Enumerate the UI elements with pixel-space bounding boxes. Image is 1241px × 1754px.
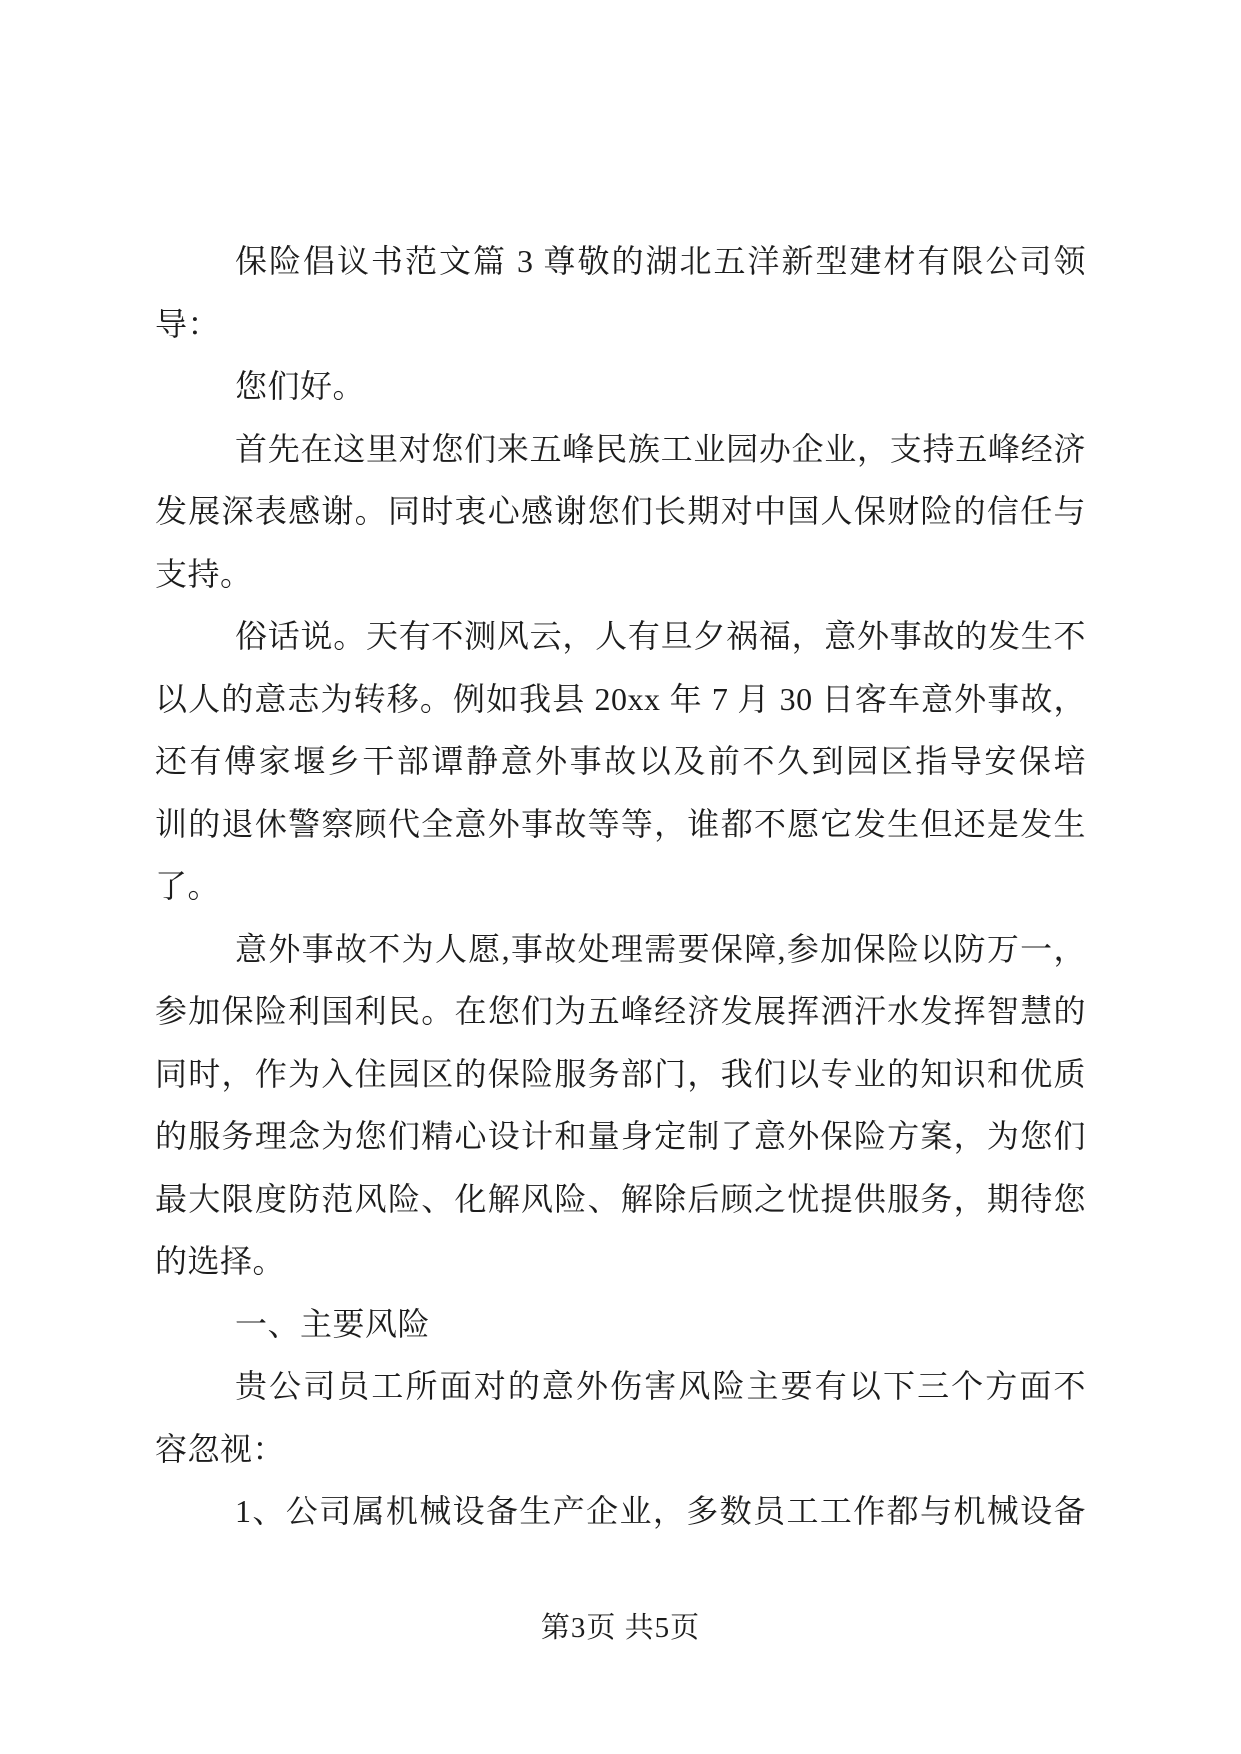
page-footer [0,1606,1241,1650]
text-line: 的服务理念为您们精心设计和量身定制了意外保险方案，为您们 [155,1118,1086,1154]
document-body [155,230,1086,1543]
text-line: 您们好。 [235,368,366,404]
text-line: 贵公司员工所面对的意外伤害风险主要有以下三个方面不 [235,1368,1086,1404]
text-line: 了。 [155,868,221,904]
text-line: 保险倡议书范文篇 3 尊敬的湖北五洋新型建材有限公司领 [235,243,1086,279]
text-line: 训的退休警察顾代全意外事故等等，谁都不愿它发生但还是发生 [155,805,1086,842]
text-line: 1、公司属机械设备生产企业，多数员工工作都与机械设备 [235,1493,1086,1529]
text-line: 首先在这里对您们来五峰民族工业园办企业，支持五峰经济 [235,430,1086,467]
text-line: 一、主要风险 [235,1305,431,1342]
text-line: 发展深表感谢。同时衷心感谢您们长期对中国人保财险的信任与 [155,493,1086,529]
text-line: 意外事故不为人愿,事故处理需要保障,参加保险以防万一， [235,930,1086,967]
text-line: 参加保险利国利民。在您们为五峰经济发展挥洒汗水发挥智慧的 [155,993,1086,1029]
text-line: 俗话说。天有不测风云，人有旦夕祸福，意外事故的发生不 [235,618,1086,654]
text-line: 导： [155,305,221,342]
text-line: 容忽视： [155,1430,286,1467]
text-line: 以人的意志为转移。例如我县 20xx 年 7 月 30 日客车意外事故， [155,680,1086,717]
text-line: 最大限度防范风险、化解风险、解除后顾之忧提供服务，期待您 [155,1180,1086,1217]
text-line: 的选择。 [155,1243,286,1279]
text-line: 还有傅家堰乡干部谭静意外事故以及前不久到园区指导安保培 [155,743,1086,779]
text-line: 同时，作为入住园区的保险服务部门，我们以专业的知识和优质 [155,1055,1086,1092]
text-line: 支持。 [155,555,253,592]
page-number-label: 第3页 共5页 [540,1612,701,1644]
